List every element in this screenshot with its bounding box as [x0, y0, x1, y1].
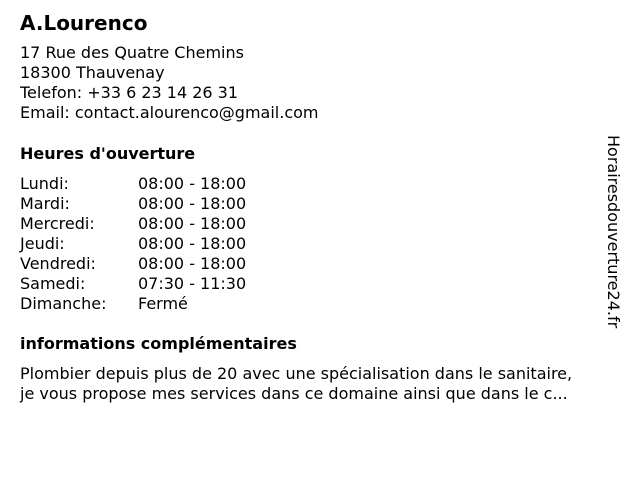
hours-day: Samedi: [20, 274, 86, 293]
contact-block [20, 43, 620, 123]
hours-time: 08:00 - 18:00 [138, 254, 247, 273]
hours-time: 07:30 - 11:30 [138, 274, 247, 293]
opening-hours-table [20, 174, 246, 314]
hours-day: Dimanche: [20, 294, 107, 313]
hours-time: 08:00 - 18:00 [138, 194, 247, 213]
business-info [20, 10, 620, 404]
hours-row [20, 194, 246, 214]
hours-time: 08:00 - 18:00 [138, 214, 247, 233]
description [20, 364, 620, 404]
description-line: Plombier depuis plus de 20 avec une spécialisation dans le sanitaire, [20, 364, 573, 383]
hours-row [20, 294, 246, 314]
site-watermark: Horairesdouverture24.fr [604, 135, 623, 329]
hours-day: Mardi: [20, 194, 70, 213]
hours-row [20, 214, 246, 234]
hours-row [20, 254, 246, 274]
hours-row [20, 174, 246, 194]
hours-time: 08:00 - 18:00 [138, 174, 247, 193]
phone-number: Telefon: +33 6 23 14 26 31 [20, 83, 239, 102]
hours-row [20, 234, 246, 254]
hours-row [20, 274, 246, 294]
address-street: 17 Rue des Quatre Chemins [20, 43, 244, 62]
additional-info-title: informations complémentaires [20, 334, 297, 353]
hours-time: 08:00 - 18:00 [138, 234, 247, 253]
business-name: A.Lourenco [20, 11, 148, 35]
hours-day: Mercredi: [20, 214, 95, 233]
hours-day: Jeudi: [20, 234, 65, 253]
hours-title: Heures d'ouverture [20, 144, 196, 163]
email-address: Email: contact.alourenco@gmail.com [20, 103, 319, 122]
hours-day: Vendredi: [20, 254, 96, 273]
description-line: je vous propose mes services dans ce domaine ainsi que dans le c... [20, 384, 568, 403]
address-city: 18300 Thauvenay [20, 63, 165, 82]
hours-day: Lundi: [20, 174, 69, 193]
hours-time: Fermé [138, 294, 188, 313]
